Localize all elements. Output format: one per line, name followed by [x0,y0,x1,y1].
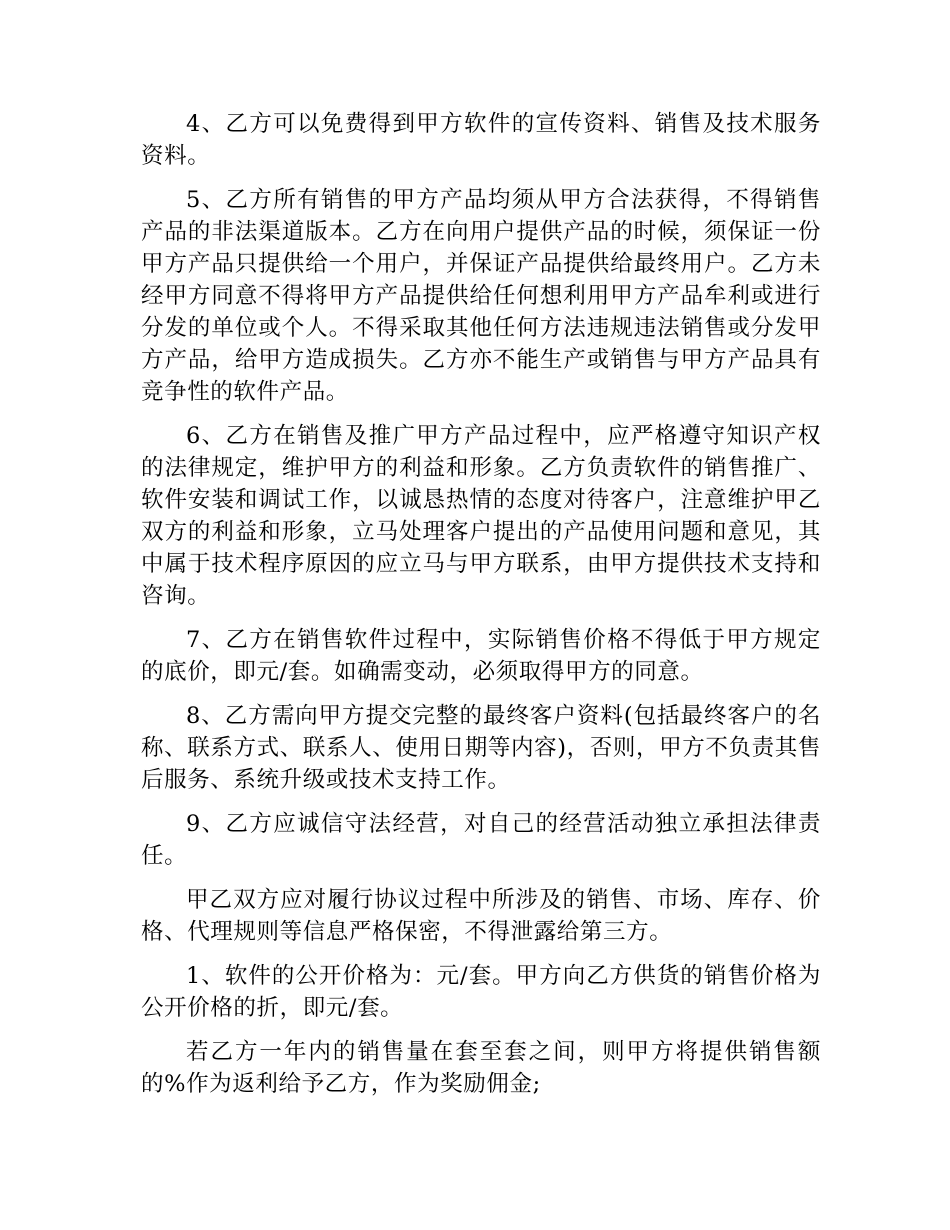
paragraph-clause-4: 4、乙方可以免费得到甲方软件的宣传资料、销售及技术服务资料。 [141,111,821,169]
paragraph-clause-5: 5、乙方所有销售的甲方产品均须从甲方合法获得，不得销售产品的非法渠道版本。乙方在向用户提供产品的时候，须保证一份甲方产品只提供给一个用户，并保证产品提供给最终用户。乙方未经甲方同意不得将甲方产品提供给任何想利用甲方产品牟利或进行分发的单位或个人。不得采取其他任何方法违规违法销售或分发甲方产品，给甲方造成损失。乙方亦不能生产或销售与甲方产品具有竞争性的软件产品。 [141,187,821,405]
paragraph-confidentiality: 甲乙双方应对履行协议过程中所涉及的销售、市场、库存、价格、代理规则等信息严格保密，不得泄露给第三方。 [141,887,821,945]
paragraph-clause-7: 7、乙方在销售软件过程中，实际销售价格不得低于甲方规定的底价，即元/套。如确需变动，必须取得甲方的同意。 [141,627,821,685]
paragraph-clause-9: 9、乙方应诚信守法经营，对自己的经营活动独立承担法律责任。 [141,811,821,869]
paragraph-pricing-1: 1、软件的公开价格为：元/套。甲方向乙方供货的销售价格为公开价格的折，即元/套。 [141,963,821,1021]
document-page [141,108,821,1112]
paragraph-clause-8: 8、乙方需向甲方提交完整的最终客户资料(包括最终客户的名称、联系方式、联系人、使用日期等内容)，否则，甲方不负责其售后服务、系统升级或技术支持工作。 [141,703,821,793]
paragraph-rebate: 若乙方一年内的销售量在套至套之间，则甲方将提供销售额的%作为返利给予乙方，作为奖励佣金; [141,1039,821,1097]
paragraph-clause-6: 6、乙方在销售及推广甲方产品过程中，应严格遵守知识产权的法律规定，维护甲方的利益和形象。乙方负责软件的销售推广、软件安装和调试工作，以诚恳热情的态度对待客户，注意维护甲乙双方的利益和形象，立马处理客户提出的产品使用问题和意见，其中属于技术程序原因的应立马与甲方联系，由甲方提供技术支持和咨询。 [141,423,821,609]
